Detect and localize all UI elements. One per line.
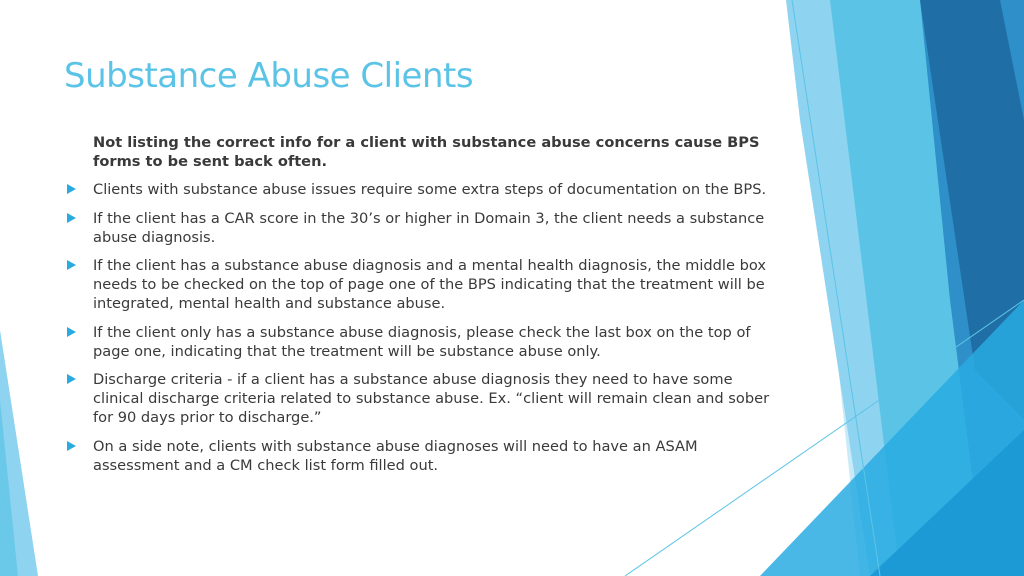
arrow-right-icon	[67, 327, 76, 337]
bullet-text: Clients with substance abuse issues require some extra steps of documentation on the BPS.	[93, 181, 767, 198]
list-item	[64, 437, 774, 475]
bullet-text: Discharge criteria - if a client has a substance abuse diagnosis they need to have some clinical discharge criteria related to substance abuse. Ex. “client will remain clean and sober for 90 days prior to discharge.”	[93, 371, 770, 426]
list-item	[64, 209, 774, 247]
bullet-text: If the client has a substance abuse diagnosis and a mental health diagnosis, the middle box needs to be checked on the top of page one of the BPS indicating that the treatment will be integrated, mental health and substance abuse.	[93, 257, 766, 312]
arrow-right-icon	[67, 374, 76, 384]
list-item	[64, 256, 774, 313]
arrow-right-icon	[67, 441, 76, 451]
arrow-right-icon	[67, 260, 76, 270]
bullet-list	[64, 180, 774, 475]
slide-title: Substance Abuse Clients	[64, 56, 474, 96]
list-item	[64, 323, 774, 361]
intro-text: Not listing the correct info for a client with substance abuse concerns cause BPS forms to be sent back often.	[93, 134, 760, 170]
bullet-text: On a side note, clients with substance abuse diagnoses will need to have an ASAM assessment and a CM check list form filled out.	[93, 437, 698, 474]
list-item	[64, 370, 774, 427]
arrow-right-icon	[67, 184, 76, 194]
bullet-text: If the client has a CAR score in the 30’s or higher in Domain 3, the client needs a substance abuse diagnosis.	[93, 209, 765, 246]
arrow-right-icon	[67, 213, 76, 223]
slide-body	[64, 133, 774, 484]
bullet-text: If the client only has a substance abuse diagnosis, please check the last box on the top of page one, indicating that the treatment will be substance abuse only.	[93, 323, 751, 360]
list-item	[64, 180, 774, 199]
